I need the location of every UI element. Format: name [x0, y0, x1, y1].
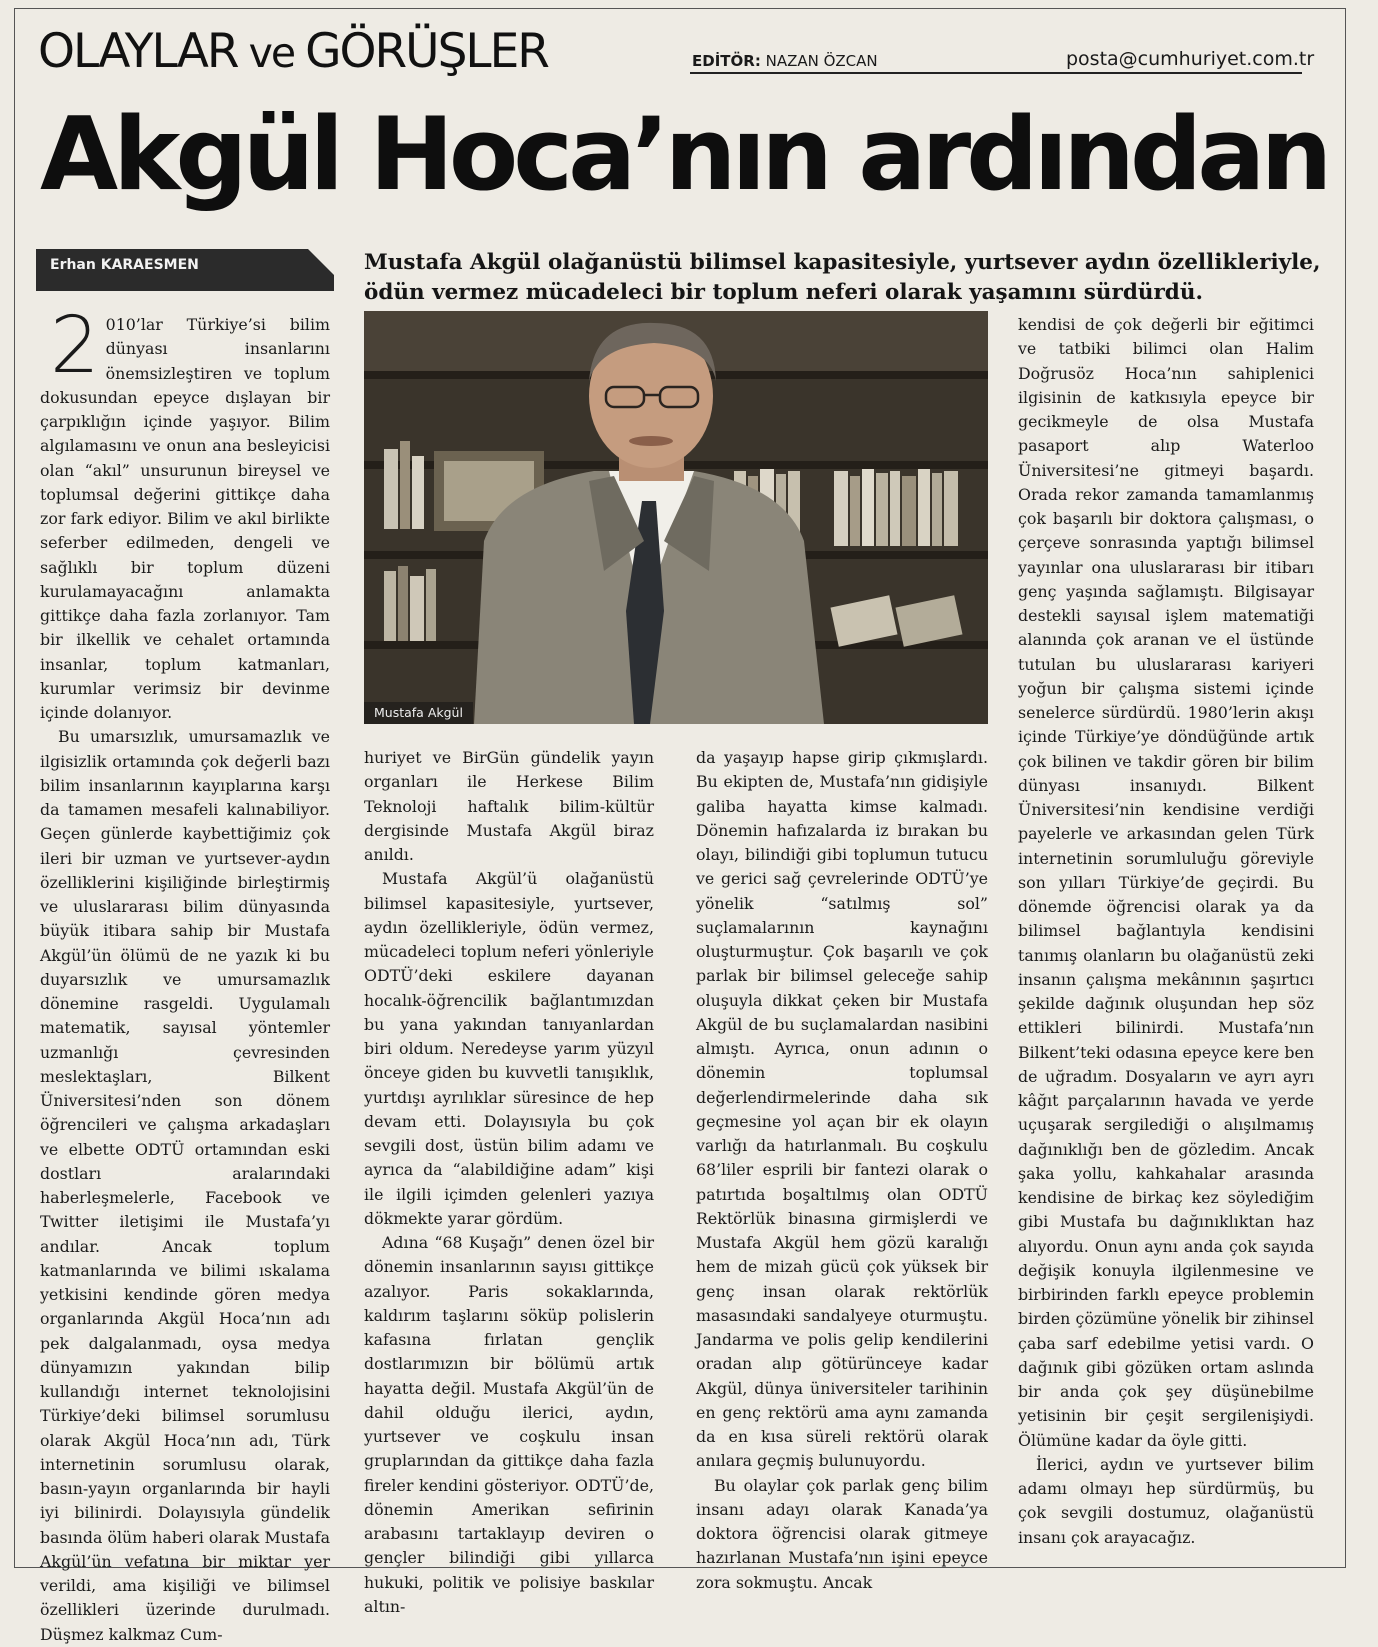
paragraph: huriyet ve BirGün gündelik yayın organları ile Herkese Bilim Teknoloji haftalık bilim-kültür dergisinde Mustafa Akgül biraz anıldı.: [364, 748, 654, 864]
portrait-illustration: [364, 311, 988, 724]
author-name: Erhan KARAESMEN: [50, 257, 199, 273]
article-column-1: [40, 301, 330, 1647]
contact-email[interactable]: posta@cumhuriyet.com.tr: [1066, 48, 1315, 70]
paragraph: Bu olaylar çok parlak genç bilim insanı adayı olarak Kanada’ya doktora öğrencisi olarak gitmeye hazırlanan Mustafa’nın işini epeyce zora sokmuştu. Ancak: [696, 1475, 988, 1592]
article-column-2: [364, 746, 654, 1619]
portrait-photo: [364, 311, 988, 724]
header-rule: [690, 72, 1302, 74]
paragraph: Mustafa Akgül’ü olağanüstü bilimsel kapasitesiyle, yurtsever, aydın özellikleriyle, ödün vermez, mücadeleci toplum neferi yönleriyle ODTÜ’deki eskilere dayanan hocalık-öğrencilik bağlantımızdan bu yana yakından tanıyanlardan biri oldum. Neredeyse yarım yüzyıl önceye giden bu kuvvetli tanışıklık, yurtdışı ayrılıklar süresince de hep devam etti. Dolayısıyla bu çok sevgili dost, üstün bilim adamı ve ayrıca da “alabildiğine adam” kişi ile ilgili içimden gelenleri yazıya dökmekte yarar gördüm.: [364, 869, 654, 1228]
deck-line-1: Mustafa Akgül olağanüstü bilimsel kapasitesiyle, yurtsever aydın özellikleriyle,: [364, 250, 1321, 275]
byline-fold-corner: [308, 249, 334, 275]
deck-line-2: ödün vermez mücadeleci bir toplum neferi olarak yaşamını sürdürdü.: [364, 280, 1203, 305]
section-title-part2: ve: [237, 29, 306, 77]
headline: Akgül Hoca’nın ardından: [40, 95, 1328, 213]
paragraph: [40, 301, 330, 725]
editor-name: NAZAN ÖZCAN: [765, 52, 878, 70]
paragraph: İlerici, aydın ve yurtsever bilim adamı olmayı hep sürdürmüş, bu çok sevgili dostumuz, olağanüstü insanı çok arayacağız.: [1018, 1454, 1314, 1547]
paragraph: da yaşayıp hapse girip çıkmışlardı. Bu ekipten de, Mustafa’nın gidişiyle galiba hayatta kimse kalmadı. Dönemin hafızalarda iz bırakan bu olayı, bilindiği gibi toplumun tutucu ve gerici sağ çevrelerinde ODTÜ’ye yönelik “satılmış sol” suçlamalarının kaynağını oluşturmuştur. Çok başarılı ve çok parlak bir bilimsel geleceğe sahip oluşuyla dikkat çeken bir Mustafa Akgül de bu suçlamalardan nasibini almıştı. Ayrıca, onun adının o dönemin toplumsal değerlendirmelerinde daha sık geçmesine yol açan bir ek olayın varlığı da hatırlanmalı. Bu coşkulu 68’liler esprili bir fantezi olarak o patırtıda boşaltılmış olan ODTÜ Rektörlük binasına girmişlerdi ve Mustafa Akgül hem gözü karalığı hem de mizah gücü çok yüksek bir genç insan olarak rektörlük masasındaki sandalyeye oturmuştu. Jandarma ve polis gelip kendilerini oradan alıp götürünceye kadar Akgül, dünya üniversiteler tarihinin en genç rektörü ama aynı zamanda da en kısa süreli rektörü olarak anılara geçmiş bulunuyordu.: [696, 748, 988, 1471]
article-column-4: [1018, 313, 1314, 1550]
section-title-part1: OLAYLAR: [38, 24, 238, 79]
editor-credit: [692, 52, 878, 70]
paragraph: Adına “68 Kuşağı” denen özel bir dönemin insanlarının sayısı gittikçe azalıyor. Paris sokaklarında, kaldırım taşlarını söküp polislerin kafasına fırlatan gençlik dostlarımızın bir bölümü artık hayatta değil. Mustafa Akgül’ün de dahil olduğu ilerici, aydın, yurtsever ve coşkulu insan gruplarından da gittikçe daha fazla fireler kendini gösteriyor. ODTÜ’de, dönemin Amerikan sefirinin arabasını tartaklayıp deviren o gençler bilindiği gibi yıllarca hukuki, politik ve polisiye baskılar altın-: [364, 1233, 654, 1616]
deck-subheading: [364, 248, 1326, 308]
drop-cap: 2: [50, 301, 100, 391]
editor-label: EDİTÖR:: [692, 52, 761, 70]
article-column-3: [696, 746, 988, 1595]
paragraph: kendisi de çok değerli bir eğitimci ve tatbiki bilimci olan Halim Doğrusöz Hoca’nın sahiplenici ilgisinin de katkısıyla epeyce bir gecikmeyle de olsa Mustafa pasaport alıp Waterloo Üniversitesi’ne gitmeyi başardı. Orada rekor zamanda tamamlanmış çok başarılı bir doktora çalışması, o çerçeve sonrasında yaptığı bilimsel yayınlar ona uluslararası bir itibarı genç yaşında sağlamıştı. Bilgisayar destekli sayısal işlem matematiği alanında çok aranan ve el üstünde tutulan bu uluslararası kariyeri yoğun bir çalışma sistemi içinde senelerce sürdürdü. 1980’lerin akışı içinde Türkiye’ye döndüğünde artık çok bilinen ve takdir gören bir bilim dünyası insanıydı. Bilkent Üniversitesi’nin kendisine verdiği payelerle ve arkasından gelen Türk internetinin sorumluluğu göreviyle son yılları Türkiye’de geçirdi. Bu dönemde öğrencisi olarak ya da bilimsel bağlantıyla kendisini tanımış olanların bu olağanüstü zeki insanın çalışma mekânının şaşırtıcı şekilde dağınık oluşundan hep söz ettikleri bilinirdi. Mustafa’nın Bilkent’teki odasına epeyce kere ben de uğradım. Dosyaların ve ayrı ayrı kâğıt parçalarının havada ve yerde uçuşarak sergilediği o alışılmamış dağınıklığı ben de gözledim. Ancak şaka yollu, kahkahalar arasında kendisine de birkaç kez söylediğim gibi Mustafa bu dağınıklıktan haz alıyordu. Onun aynı anda çok sayıda değişik konuyla ilgilenmesine ve birbirinden farklı epeyce problemin birden çözümüne yönelik bir zihinsel çaba sarf edebilme yetisi vardı. O dağınık gibi gözüken ortam aslında bir anda çok şey düşünebilme yetisinin bir çeşit sergilenişiydi. Ölümüne kadar da öyle gitti.: [1018, 315, 1314, 1450]
photo-caption: Mustafa Akgül: [364, 702, 473, 724]
author-byline: [36, 249, 334, 291]
paragraph-text: 010’lar Türkiye’si bilim dünyası insanlarını önemsizleştiren ve toplum dokusundan epeyce dışlayan bir çarpıklığın içinde yaşıyor. Bilim algılamasını ve onun ana besleyicisi olan “akıl” unsurunun bireysel ve toplumsal değerini gittikçe daha zor fark ediyor. Bilim ve akıl birlikte seferber edilmeden, dengeli ve sağlıklı bir toplum düzeni kurulamayacağını anlamakta gittikçe daha fazla zorlanıyor. Tam bir ilkellik ve cehalet ortamında insanlar, toplum katmanları, kurumlar verimsiz bir devinme içinde dolanıyor.: [40, 315, 330, 722]
paragraph: Bu umarsızlık, umursamazlık ve ilgisizlik ortamında çok değerli bazı bilim insanlarının kayıplarına karşı da tamamen mesafeli kalınabiliyor. Geçen günlerde kaybettiğimiz çok ileri bir uzman ve yurtsever-aydın özelliklerini kişiliğinde birleştirmiş ve uluslararası bilim dünyasında büyük itibara sahip bir Mustafa Akgül’ün ölümü de ne yazık ki bu duyarsızlık ve umursamazlık dönemine rasgeldi. Uygulamalı matematik, sayısal yöntemler uzmanlığı çevresinden meslektaşları, Bilkent Üniversitesi’nden son dönem öğrencileri ve çalışma arkadaşları ve elbette ODTÜ ortamından eski dostları aralarındaki haberleşmelerle, Facebook ve Twitter iletişimi ile Mustafa’yı andılar. Ancak toplum katmanlarında ve bilimi ıskalama yetkisini kendinde gören medya organlarında Akgül Hoca’nın adı pek dalgalanmadı, oysa medya dünyamızın yakından bilip kullandığı internet teknolojisini Türkiye’deki bilimsel sorumlusu olarak Akgül Hoca’nın adı, Türk internetinin sorumlusu olarak, basın-yayın organlarında bir hayli iyi bilinirdi. Dolayısıyla gündelik basında ölüm haberi olarak Mustafa Akgül’ün vefatına bir miktar yer verildi, ama kişiliği ve bilimsel özellikleri üzerinde durulmadı. Düşmez kalkmaz Cum-: [40, 727, 330, 1644]
section-title: [38, 24, 548, 79]
section-title-part3: GÖRÜŞLER: [305, 24, 548, 79]
